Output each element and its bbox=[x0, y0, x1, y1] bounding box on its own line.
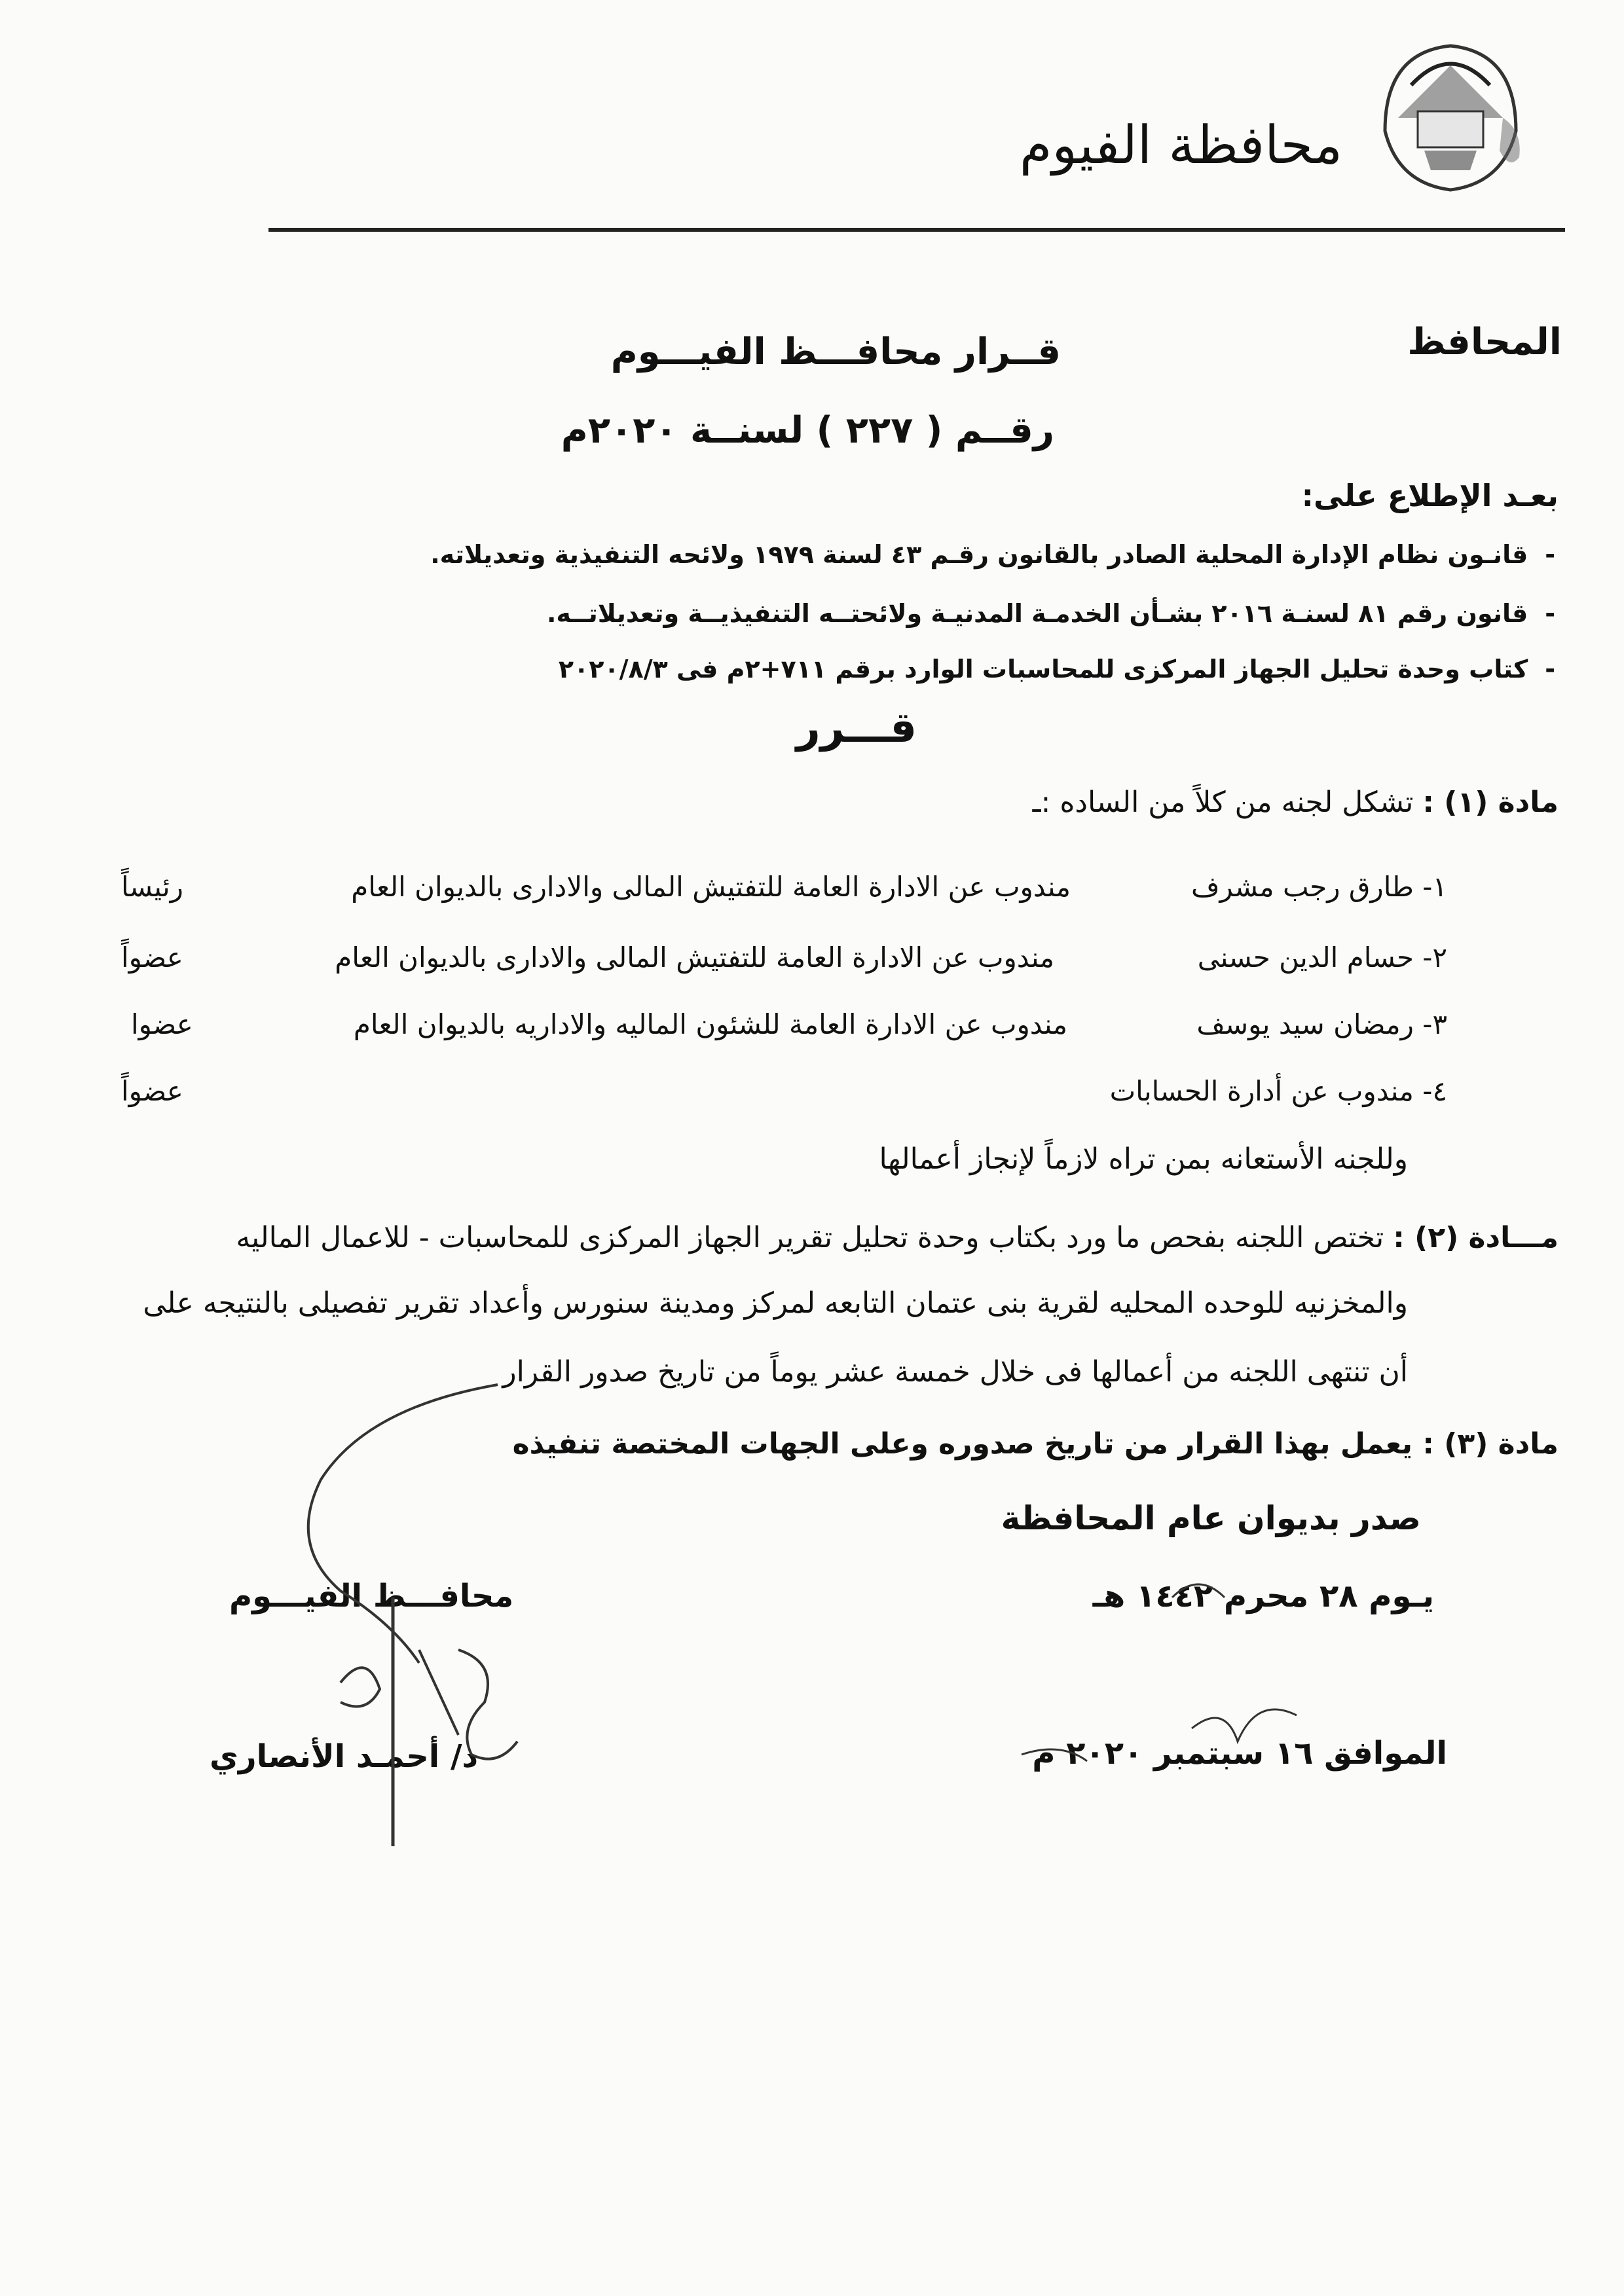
governorate-header: محافظة الفيوم bbox=[1019, 115, 1342, 175]
article-1-label: مادة (١) : bbox=[1422, 786, 1559, 819]
member-name: ٣- رمضان سيد يوسف bbox=[1196, 1008, 1447, 1040]
member-description: مندوب عن الادارة العامة للتفتيش المالى والادارى بالديوان العام bbox=[335, 941, 1054, 974]
member-role: عضوا bbox=[131, 1008, 193, 1040]
article-3-label: مادة (٣) : bbox=[1422, 1427, 1559, 1461]
decision-title: قــرار محافـــظ الفيـــوم bbox=[610, 331, 1061, 373]
article-2-label: مـــادة (٢) : bbox=[1393, 1221, 1559, 1254]
article-2-line: تختص اللجنه بفحص ما ورد بكتاب وحدة تحليل تقرير الجهاز المركزى للمحاسبات - للاعمال الماليه bbox=[236, 1221, 1384, 1254]
member-name: ١- طارق رجب مشرف bbox=[1190, 871, 1447, 903]
office-role: المحافظ bbox=[1407, 321, 1562, 363]
article-2-line: والمخزنيه للوحده المحليه لقرية بنى عتمان التابعه لمركز ومدينة سنورس وأعداد تقرير تفصيلى بالنتيجه على bbox=[143, 1286, 1408, 1320]
member-role: عضواً bbox=[121, 941, 183, 974]
member-description: مندوب عن الادارة العامة للتفتيش المالى والادارى بالديوان العام bbox=[351, 871, 1071, 903]
committee-assistance-note: وللجنه الأستعانه بمن تراه لازماً لإنجاز أعمالها bbox=[879, 1142, 1408, 1176]
member-role: عضواً bbox=[121, 1075, 183, 1107]
member-name: ٤- مندوب عن أدارة الحسابات bbox=[1109, 1075, 1447, 1107]
member-role: رئيساً bbox=[121, 871, 183, 903]
reference-item: -كتاب وحدة تحليل الجهاز المركزى للمحاسبات الوارد برقم ٧١١+٢م فى ٢٠٢٠/٨/٣ bbox=[558, 655, 1555, 683]
reference-item: -قانون رقم ٨١ لسنـة ٢٠١٦ بشـأن الخدمـة المدنيـة ولائحتــه التنفيذيــة وتعديلاتــه. bbox=[547, 599, 1555, 628]
preamble-heading: بعـد الإطلاع على: bbox=[1301, 478, 1559, 513]
governor-title: محافـــظ الفيـــوم bbox=[229, 1578, 514, 1614]
decision-number: رقــم ( ٢٢٧ ) لسنــة ٢٠٢٠م bbox=[561, 409, 1054, 452]
issued-at: صدر بديوان عام المحافظة bbox=[1001, 1499, 1421, 1537]
article-1-text: تشكل لجنه من كلاً من الساده :ـ bbox=[1032, 786, 1414, 819]
governor-name: د/ أحمـد الأنصاري bbox=[210, 1738, 479, 1775]
gregorian-date: الموافق ١٦ سبتمبر ٢٠٢٠ م bbox=[1032, 1735, 1447, 1772]
member-description: مندوب عن الادارة العامة للشئون الماليه والاداريه بالديوان العام bbox=[353, 1008, 1067, 1040]
article-2-line: أن تنتهى اللجنه من أعمالها فى خلال خمسة عشر يوماً من تاريخ صدور القرار bbox=[502, 1355, 1408, 1389]
reference-item: -قانـون نظام الإدارة المحلية الصادر بالقانون رقـم ٤٣ لسنة ١٩٧٩ ولائحه التنفيذية وتعديلاته. bbox=[430, 540, 1555, 569]
article-3-text: يعمل بهذا القرار من تاريخ صدوره وعلى الجهات المختصة تنفيذه bbox=[512, 1427, 1413, 1461]
member-name: ٢- حسام الدين حسنى bbox=[1197, 941, 1447, 974]
hijri-date: يـوم ٢٨ محرم ١٤٤٢ هـ bbox=[1092, 1578, 1434, 1614]
decided-heading: قـــرر bbox=[796, 704, 917, 752]
